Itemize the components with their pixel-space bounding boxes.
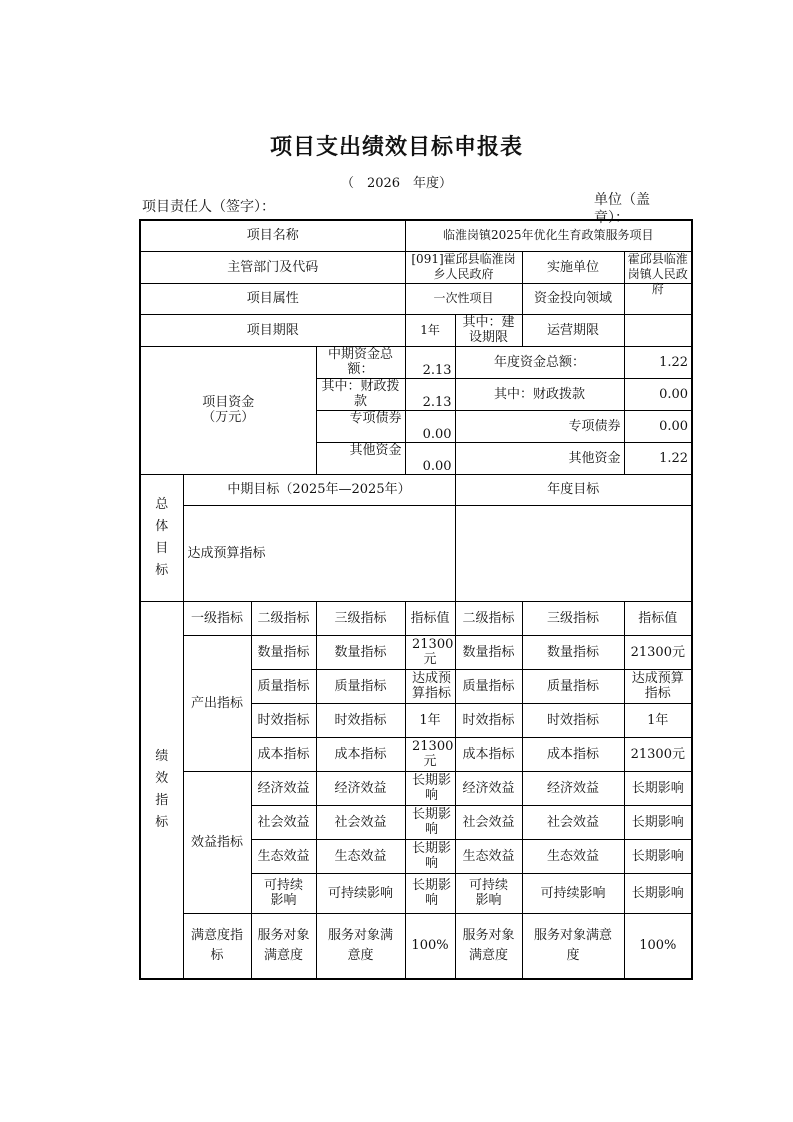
dept-value: [091]霍邱县临淮岗乡人民政府 bbox=[411, 251, 516, 281]
table-cell: 长期影响 bbox=[412, 878, 452, 908]
impl-unit-value: 霍邱县临淮岗镇人民政府 bbox=[627, 251, 688, 296]
table-cell: 可持续影响 bbox=[522, 873, 624, 913]
year-fiscal-value: 0.00 bbox=[624, 378, 692, 410]
table-cell: 服务对象满意度 bbox=[462, 927, 515, 963]
table-cell: 时效指标 bbox=[455, 703, 522, 737]
table-cell: 数量指标 bbox=[522, 635, 624, 669]
table-cell: 时效指标 bbox=[522, 703, 624, 737]
year-goal-text bbox=[455, 505, 692, 601]
table-cell: 生态效益 bbox=[251, 839, 316, 873]
year-bond-label: 专项债券 bbox=[455, 410, 624, 442]
satisfaction-indicator-label: 满意度指标 bbox=[191, 927, 244, 963]
table-cell: 长期影响 bbox=[624, 771, 692, 805]
table-cell: 质量指标 bbox=[316, 669, 405, 703]
table-cell: 生态效益 bbox=[522, 839, 624, 873]
overall-goal-label: 总体目标 bbox=[155, 496, 169, 578]
benefit-indicator-label: 效益指标 bbox=[183, 771, 251, 913]
project-name-value: 临淮岗镇2025年优化生育政策服务项目 bbox=[405, 220, 692, 251]
table-cell: 经济效益 bbox=[251, 771, 316, 805]
header-level2-year: 二级指标 bbox=[455, 601, 522, 635]
mid-other-value: 0.00 bbox=[405, 442, 455, 474]
table-cell: 100% bbox=[624, 913, 692, 979]
table-cell: 21300元 bbox=[412, 636, 454, 667]
ops-period-value bbox=[624, 314, 692, 346]
build-period-label: 其中：建设期限 bbox=[462, 314, 515, 345]
mid-goal-text: 达成预算指标 bbox=[183, 505, 455, 601]
fund-field-label: 资金投向领域 bbox=[522, 283, 624, 314]
year-line: （ 2026 年度） bbox=[340, 176, 453, 191]
table-cell: 社会效益 bbox=[316, 805, 405, 839]
table-cell: 时效指标 bbox=[316, 703, 405, 737]
table-cell: 经济效益 bbox=[455, 771, 522, 805]
page-title: 项目支出绩效目标申报表 bbox=[269, 135, 523, 160]
header-level1: 一级指标 bbox=[183, 601, 251, 635]
year-goal-header: 年度目标 bbox=[455, 474, 692, 505]
mid-fiscal-value: 2.13 bbox=[405, 378, 455, 410]
table-cell: 长期影响 bbox=[624, 839, 692, 873]
table-cell: 长期影响 bbox=[624, 805, 692, 839]
dept-label: 主管部门及代码 bbox=[140, 251, 405, 283]
ops-period-label: 运营期限 bbox=[522, 314, 624, 346]
table-cell: 数量指标 bbox=[251, 635, 316, 669]
header-level3: 三级指标 bbox=[316, 601, 405, 635]
table-cell: 长期影响 bbox=[412, 806, 452, 837]
mid-bond-label: 专项债券 bbox=[349, 410, 402, 426]
table-cell: 达成预算指标 bbox=[631, 670, 684, 701]
table-cell: 长期影响 bbox=[624, 873, 692, 913]
table-cell: 数量指标 bbox=[455, 635, 522, 669]
header-level2: 二级指标 bbox=[251, 601, 316, 635]
table-cell: 21300元 bbox=[412, 738, 454, 769]
project-period-value: 1年 bbox=[405, 314, 455, 346]
project-attr-value: 一次性项目 bbox=[405, 283, 522, 314]
table-cell: 可持续影响 bbox=[263, 878, 303, 908]
year-other-value: 1.22 bbox=[624, 442, 692, 474]
table-cell: 成本指标 bbox=[316, 737, 405, 771]
year-total-label: 年度资金总额： bbox=[455, 346, 624, 378]
project-funds-label: 项目资金（万元） bbox=[202, 395, 255, 425]
table-cell: 1年 bbox=[405, 703, 455, 737]
mid-fiscal-label: 其中：财政拨款 bbox=[321, 378, 400, 409]
table-cell: 达成预算指标 bbox=[412, 670, 452, 701]
table-cell: 成本指标 bbox=[251, 737, 316, 771]
table-cell: 可持续影响 bbox=[316, 873, 405, 913]
table-cell: 经济效益 bbox=[316, 771, 405, 805]
table-cell: 社会效益 bbox=[522, 805, 624, 839]
table-cell: 质量指标 bbox=[455, 669, 522, 703]
table-cell: 生态效益 bbox=[316, 839, 405, 873]
table-cell: 时效指标 bbox=[251, 703, 316, 737]
table-cell: 质量指标 bbox=[251, 669, 316, 703]
perf-indicator-label: 绩效指标 bbox=[155, 748, 169, 830]
project-name-label: 项目名称 bbox=[140, 220, 405, 251]
table-cell: 1年 bbox=[624, 703, 692, 737]
table-cell: 成本指标 bbox=[522, 737, 624, 771]
table-cell: 数量指标 bbox=[316, 635, 405, 669]
table-cell: 100% bbox=[405, 913, 455, 979]
table-cell: 可持续影响 bbox=[469, 878, 509, 908]
year-bond-value: 0.00 bbox=[624, 410, 692, 442]
table-cell: 经济效益 bbox=[522, 771, 624, 805]
responsible-person-label: 项目责任人（签字）： bbox=[142, 199, 275, 215]
table-cell: 长期影响 bbox=[412, 840, 452, 871]
performance-target-table bbox=[139, 219, 693, 980]
header-value: 指标值 bbox=[405, 601, 455, 635]
table-cell: 成本指标 bbox=[455, 737, 522, 771]
output-indicator-label: 产出指标 bbox=[183, 635, 251, 771]
header-level3-year: 三级指标 bbox=[522, 601, 624, 635]
table-cell: 质量指标 bbox=[522, 669, 624, 703]
table-cell: 服务对象满意度 bbox=[327, 927, 393, 963]
project-attr-label: 项目属性 bbox=[140, 283, 405, 314]
header-value-year: 指标值 bbox=[624, 601, 692, 635]
table-cell: 21300元 bbox=[624, 635, 692, 669]
mid-total-label: 中期资金总额： bbox=[328, 346, 394, 377]
table-cell: 21300元 bbox=[624, 737, 692, 771]
year-total-value: 1.22 bbox=[624, 346, 692, 378]
table-cell: 社会效益 bbox=[455, 805, 522, 839]
table-cell: 社会效益 bbox=[251, 805, 316, 839]
year-fiscal-label: 其中：财政拨款 bbox=[455, 378, 624, 410]
table-cell: 服务对象满意度 bbox=[257, 927, 310, 963]
table-cell: 服务对象满意度 bbox=[534, 927, 613, 963]
unit-seal-label: 单位（盖章）： bbox=[594, 192, 650, 226]
project-period-label: 项目期限 bbox=[140, 314, 405, 346]
table-cell: 生态效益 bbox=[455, 839, 522, 873]
year-other-label: 其他资金 bbox=[455, 442, 624, 474]
mid-goal-header: 中期目标（2025年—2025年） bbox=[183, 474, 455, 505]
mid-other-label: 其他资金 bbox=[349, 442, 402, 458]
impl-unit-label: 实施单位 bbox=[522, 251, 624, 283]
table-cell: 长期影响 bbox=[412, 772, 452, 803]
mid-bond-value: 0.00 bbox=[405, 410, 455, 442]
mid-total-value: 2.13 bbox=[405, 346, 455, 378]
